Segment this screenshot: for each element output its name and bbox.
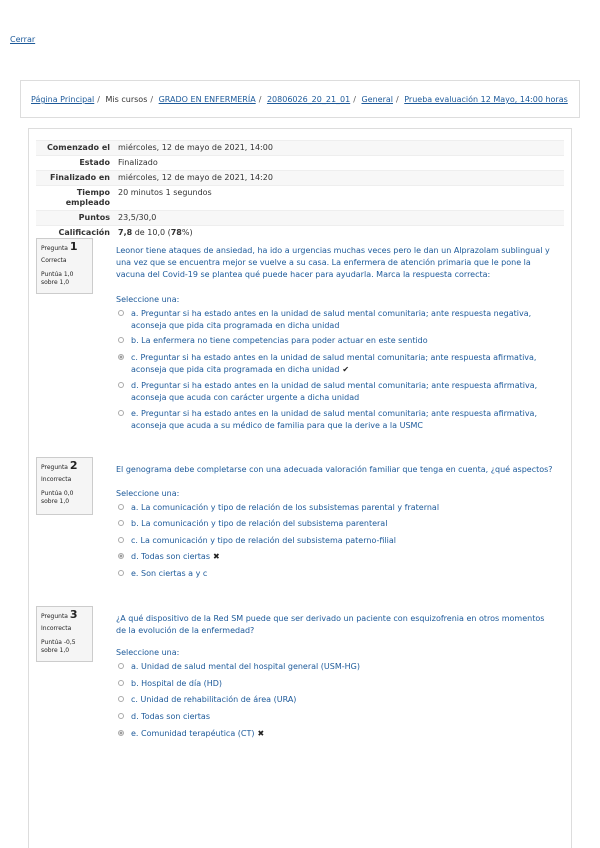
radio-button[interactable] [118,382,124,388]
option-label: d. Preguntar si ha estado antes en la unidad de salud mental comunitaria; ante respuesta afirmativa, aconseja que acuda con carácter urgente a dicha unidad [131,381,538,402]
q3-option-a[interactable] [118,661,558,673]
summary-row-state [36,156,564,171]
breadcrumb-degree[interactable]: GRADO EN ENFERMERÍA [158,95,256,104]
select-one-prompt-3: Seleccione una: [116,648,180,657]
radio-button[interactable] [118,520,124,526]
question-state: Incorrecta [41,625,72,632]
summary-row-points [36,211,564,226]
grade-label: Calificación [36,226,114,241]
grade-scale: de 10,0 ( [132,228,171,237]
close-link[interactable]: Cerrar [10,35,36,44]
question-info-2 [36,457,93,515]
finished-value: miércoles, 12 de mayo de 2021, 14:20 [114,171,564,186]
finished-label: Finalizado en [36,171,114,186]
question-text-3: ¿A qué dispositivo de la Red SM puede que ser derivado un paciente con esquizofrenia en otros momentos de la evolución de la enfermedad? [116,614,545,635]
option-label: e. Preguntar si ha estado antes en la unidad de salud mental comunitaria; ante respuesta afirmativa, aconseja que acuda a su médico de familia para que la derive a la USMC [131,409,537,430]
question-info-1 [36,238,93,294]
q1-option-d[interactable] [118,380,558,404]
q3-option-d[interactable] [118,711,558,723]
option-label: e. Comunidad terapéutica (CT) [131,729,255,738]
question-state: Incorrecta [41,476,72,483]
option-label: d. Todas son ciertas [131,712,210,721]
option-label: a. Unidad de salud mental del hospital general (USM-HG) [131,662,360,671]
breadcrumb-box [20,80,580,118]
option-label: c. La comunicación y tipo de relación del subsistema paterno-filial [131,536,396,545]
option-label: b. La comunicación y tipo de relación del subsistema parenteral [131,519,388,528]
q2-option-e[interactable] [118,568,558,580]
question-info-3 [36,606,93,662]
breadcrumb-my-courses: Mis cursos [105,95,148,104]
q2-option-d[interactable] [118,551,558,563]
time-value: 20 minutos 1 segundos [114,186,564,211]
q1-option-a[interactable] [118,308,558,332]
radio-button-selected[interactable] [118,354,124,360]
summary-row-finished [36,171,564,186]
time-label: Tiempo empleado [36,186,114,211]
question-label: Pregunta [41,613,68,620]
question-number: 2 [69,459,78,472]
summary-row-started [36,141,564,156]
question-state: Correcta [41,257,67,264]
radio-button[interactable] [118,713,124,719]
radio-button-selected[interactable] [118,730,124,736]
option-label: b. La enfermera no tiene competencias para poder actuar en este sentido [131,336,428,345]
q1-option-c[interactable] [118,352,558,376]
breadcrumb: Página Principal / Mis cursos / GRADO EN ENFERMERÍA / 20806026_20_21_01 / General / Prueba evaluación 12 Mayo, 14:00 horas [31,95,568,104]
question-text-2: El genograma debe completarse con una adecuada valoración familiar que tenga en cuenta, ¿qué aspectos? [116,465,553,474]
q2-option-c[interactable] [118,535,558,547]
points-label: Puntos [36,211,114,226]
summary-row-grade [36,226,564,241]
radio-button[interactable] [118,310,124,316]
question-grade: Puntúa -0,5 sobre 1,0 [41,639,76,654]
cross-icon: ✖ [213,552,220,561]
question-number: 1 [69,240,78,253]
radio-button-selected[interactable] [118,553,124,559]
cross-icon: ✖ [257,729,265,738]
option-label: a. La comunicación y tipo de relación de los subsistemas parental y fraternal [131,503,440,512]
question-number: 3 [69,608,78,621]
attempt-summary-table [36,140,564,240]
grade-score: 7,8 [118,228,133,237]
breadcrumb-quiz[interactable]: Prueba evaluación 12 Mayo, 14:00 horas [404,95,568,104]
grade-percent: 78 [170,228,182,237]
option-label: c. Preguntar si ha estado antes en la unidad de salud mental comunitaria; ante respuesta afirmativa, aconseja que pida cita programada en dicha unidad [131,353,537,374]
checkmark-icon: ✔ [342,365,350,374]
breadcrumb-general[interactable]: General [361,95,393,104]
radio-button[interactable] [118,537,124,543]
q3-option-e[interactable] [118,728,558,740]
question-grade: Puntúa 1,0 sobre 1,0 [41,271,74,286]
radio-button[interactable] [118,696,124,702]
question-grade: Puntúa 0,0 sobre 1,0 [41,490,74,505]
breadcrumb-home[interactable]: Página Principal [31,95,95,104]
radio-button[interactable] [118,680,124,686]
q3-option-b[interactable] [118,678,558,690]
option-label: b. Hospital de día (HD) [131,679,223,688]
breadcrumb-course[interactable]: 20806026_20_21_01 [266,95,351,104]
option-label: d. Todas son ciertas [131,552,210,561]
started-label: Comenzado el [36,141,114,156]
select-one-prompt-2: Seleccione una: [116,489,180,498]
q1-option-e[interactable] [118,408,558,432]
radio-button[interactable] [118,570,124,576]
radio-button[interactable] [118,504,124,510]
started-value: miércoles, 12 de mayo de 2021, 14:00 [114,141,564,156]
summary-row-time [36,186,564,211]
radio-button[interactable] [118,663,124,669]
option-label: c. Unidad de rehabilitación de área (URA) [131,695,297,704]
option-label: a. Preguntar si ha estado antes en la unidad de salud mental comunitaria; ante respuesta negativa, aconseja que pida cita programada en dicha unidad [131,309,532,330]
q3-option-c[interactable] [118,694,558,706]
question-label: Pregunta [41,464,68,471]
radio-button[interactable] [118,410,124,416]
grade-value [114,226,564,241]
grade-close: %) [181,228,193,237]
question-text-1: Leonor tiene ataques de ansiedad, ha ido a urgencias muchas veces pero le dan un Alprazolam sublingual y una vez que se encuentra mejor se vuelve a su casa. La enfermera de atención primaria que le pone la vacuna del Covid-19 se plantea qué puede hacer para ayudarla. Marca la respuesta correcta: [116,246,550,279]
radio-button[interactable] [118,337,124,343]
option-label: e. Son ciertas a y c [131,569,208,578]
q1-option-b[interactable] [118,335,558,347]
points-value: 23,5/30,0 [114,211,564,226]
select-one-prompt-1: Seleccione una: [116,295,180,304]
q2-option-b[interactable] [118,518,558,530]
state-label: Estado [36,156,114,171]
question-label: Pregunta [41,245,68,252]
state-value: Finalizado [114,156,564,171]
q2-option-a[interactable] [118,502,558,514]
